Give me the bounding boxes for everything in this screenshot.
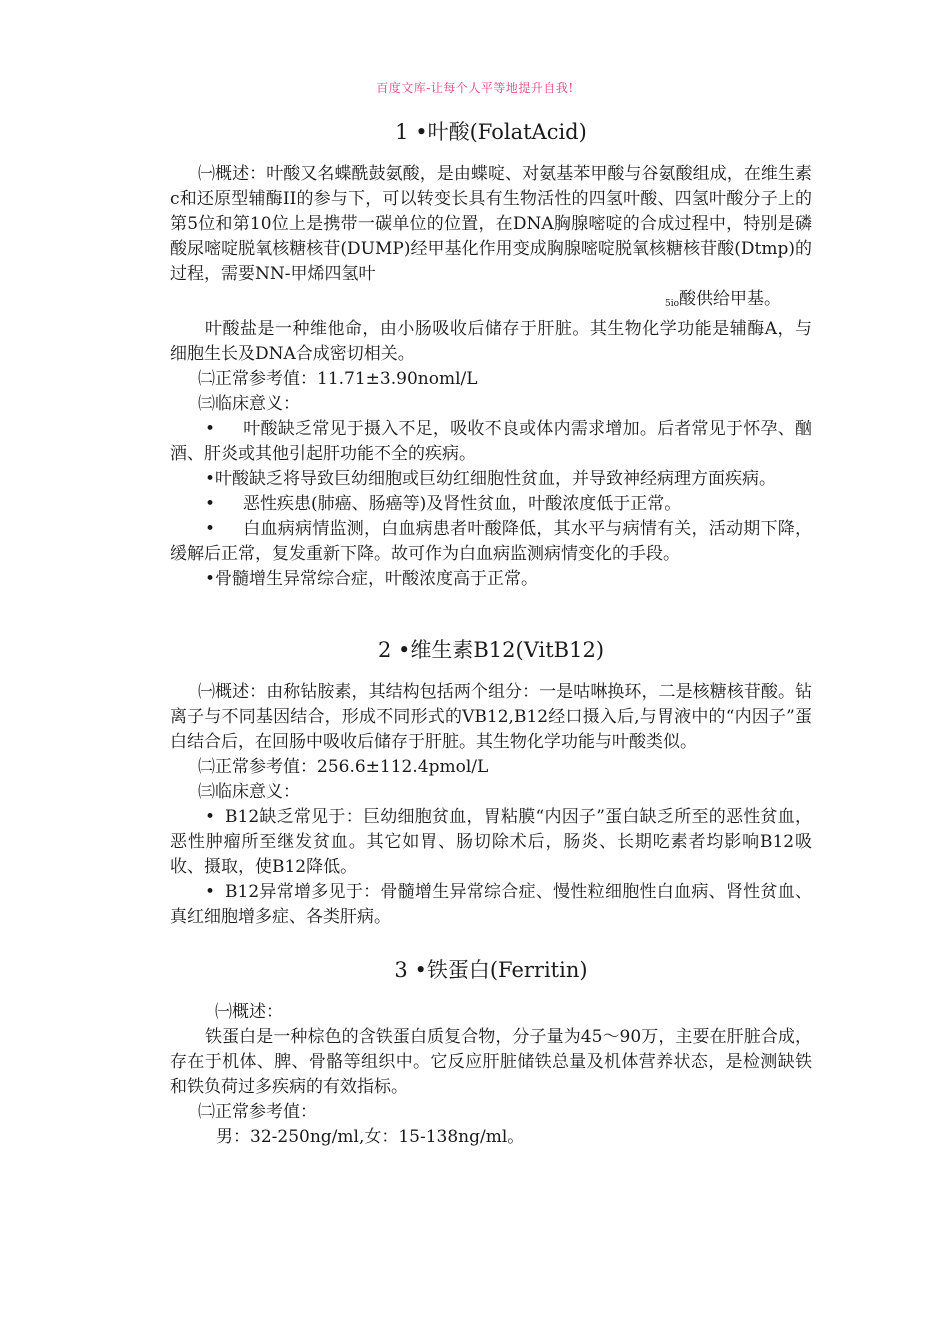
folate-reference: ㈡正常参考值：11.71±3.90noml/L bbox=[198, 369, 478, 389]
section-title-ferritin: 3 •铁蛋白(Ferritin) bbox=[394, 958, 588, 982]
folate-overview: ㈠概述：叶酸又名蝶酰鼓氨酸，是由蝶啶、对氨基苯甲酸与谷氨酸组成，在维生素c和还原型辅酶II的参与下，可以转变长具有生物活性的四氢叶酸、四氢叶酸分子上的第5位和第10位上是携带一碳单位的位置，在DNA胸腺嘧啶的合成过程中，特别是磷酸尿嘧啶脱氧核糖核苷(DUMP)经甲基化作用变成胸腺嘧啶脱氧核糖核苷酸(Dtmp)的过程，需要NN-甲烯四氢叶 bbox=[170, 164, 812, 284]
folate-bullet: • 叶酸缺乏常见于摄入不足，吸收不良或体内需求增加。后者常见于怀孕、酗酒、肝炎或其他引起肝功能不全的疾病。 bbox=[170, 419, 812, 464]
b12-bullet: • B12缺乏常见于：巨幼细胞贫血，胃粘膜“内因子”蛋白缺乏所至的恶性贫血，恶性肿瘤所至继发贫血。其它如胃、肠切除术后，肠炎、长期吃素者均影响B12吸收、摄取，使B12降低。 bbox=[170, 807, 812, 877]
b12-reference: ㈡正常参考值：256.6±112.4pmol/L bbox=[198, 757, 489, 777]
folate-overview-cont: $_{5io}$酸供给甲基。 bbox=[665, 289, 782, 309]
b12-clinical-heading: ㈢临床意义： bbox=[198, 782, 300, 802]
b12-overview: ㈠概述：由称钻胺素，其结构包括两个组分：一是咕啉换环，二是核糖核苷酸。钻离子与不同基因结合，形成不同形式的VB12,B12经口摄入后,与胃液中的“内因子”蛋白结合后，在回肠中吸收后储存于肝脏。其生物化学功能与叶酸类似。 bbox=[170, 682, 812, 752]
section-title-b12: 2 •维生素B12(VitB12) bbox=[377, 638, 605, 662]
folate-bullet: •叶酸缺乏将导致巨幼细胞或巨幼红细胞性贫血，并导致神经病理方面疾病。 bbox=[205, 469, 777, 489]
folate-bullet: • 恶性疾患(肺癌、肠癌等)及肾性贫血，叶酸浓度低于正常。 bbox=[205, 494, 682, 514]
document-body bbox=[170, 116, 812, 1150]
ferritin-overview-heading: ㈠概述： bbox=[215, 1002, 283, 1022]
folate-bullet: •骨髓增生异常综合症，叶酸浓度高于正常。 bbox=[205, 569, 539, 589]
folate-clinical-heading: ㈢临床意义： bbox=[198, 394, 300, 414]
ferritin-overview: 铁蛋白是一种棕色的含铁蛋白质复合物，分子量为45〜90万，主要在肝脏合成，存在于机体、脾、骨骼等组织中。它反应肝脏储铁总量及机体营养状态，是检测缺铁和铁负荷过多疾病的有效指标。 bbox=[170, 1027, 812, 1097]
ferritin-reference: 男：32-250ng/ml,女：15-138ng/ml。 bbox=[216, 1127, 525, 1147]
b12-bullet: • B12异常增多见于：骨髓增生异常综合症、慢性粒细胞性白血病、肾性贫血、真红细胞增多症、各类肝病。 bbox=[170, 882, 812, 927]
folate-overview-2: 叶酸盐是一种维他命，由小肠吸收后储存于肝脏。其生物化学功能是辅酶A，与细胞生长及DNA合成密切相关。 bbox=[170, 319, 812, 364]
watermark: 百度文库-让每个人平等地提升自我! bbox=[376, 81, 574, 95]
ferritin-reference-heading: ㈡正常参考值： bbox=[198, 1102, 317, 1122]
section-title-folate: 1 •叶酸(FolatAcid) bbox=[395, 120, 587, 144]
folate-bullet: • 白血病病情监测，白血病患者叶酸降低，其水平与病情有关，活动期下降，缓解后正常，复发重新下降。故可作为白血病监测病情变化的手段。 bbox=[170, 519, 812, 564]
